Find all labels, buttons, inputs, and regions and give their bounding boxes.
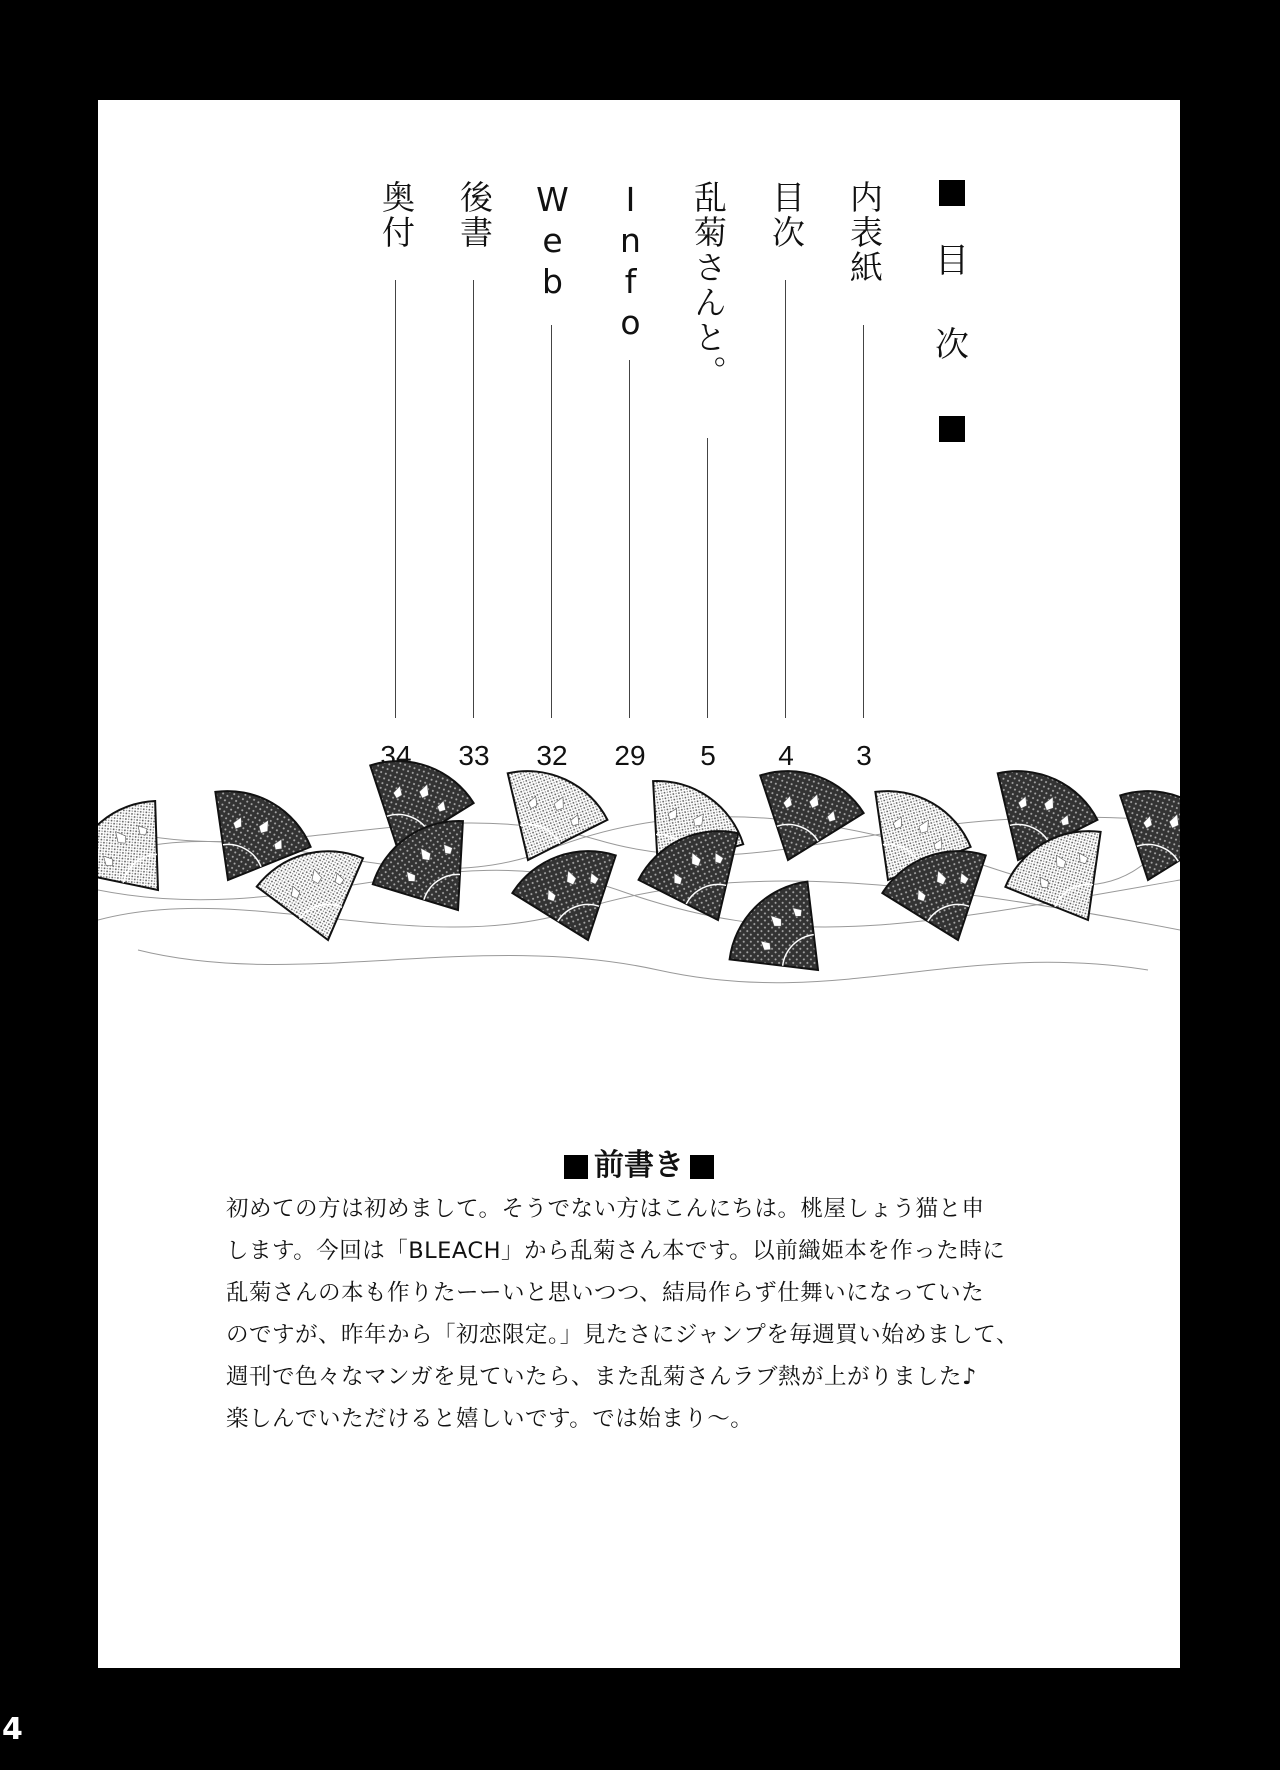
toc-entry-title: Web: [533, 180, 572, 303]
foreword-line: 乱菊さんの本も作りたーーいと思いつつ、結局作らず仕舞いになっていた: [226, 1280, 985, 1306]
foreword-body: [226, 1188, 1056, 1440]
toc-entry-page: 4: [778, 740, 794, 771]
toc-leader-line: [707, 438, 708, 718]
foreword-title-text: 前書き: [594, 1148, 684, 1183]
toc-heading: [922, 180, 982, 442]
toc-entry-title: 乱菊さんと。: [689, 180, 728, 390]
foreword-line: のですが、昨年から「初恋限定。」見たさにジャンプを毎週買い始めまして、: [226, 1322, 1019, 1348]
toc-entry-title: 後書: [455, 180, 494, 250]
toc-entry-page: 3: [856, 740, 872, 771]
toc-entry-page: 33: [458, 740, 490, 771]
toc-entry-colophon: [366, 180, 426, 780]
toc-leader-line: [863, 325, 864, 718]
toc-entry-title: 奥付: [377, 180, 416, 250]
heading-square-top: [939, 180, 965, 206]
toc-entry-contents: [756, 180, 816, 780]
heading-char-2: 次: [935, 325, 969, 365]
toc-leader-line: [551, 325, 552, 718]
toc-entry-title: Info: [611, 180, 650, 344]
toc-entry-title: 目次: [767, 180, 806, 250]
toc-entry-web: [522, 180, 582, 780]
title-square-right: [690, 1155, 714, 1179]
toc-leader-line: [473, 280, 474, 718]
toc-entry-story: [678, 180, 738, 780]
foreword-line: 初めての方は初めまして。そうでない方はこんにちは。桃屋しょう猫と申: [226, 1196, 985, 1222]
document-page: [98, 100, 1180, 1668]
foreword-title: [98, 1140, 1180, 1184]
toc-leader-line: [785, 280, 786, 718]
toc-entry-info: [600, 180, 660, 780]
heading-char-1: 目: [935, 241, 969, 281]
page-number: 4: [2, 1712, 23, 1747]
toc-entry-title: 内表紙: [845, 180, 884, 285]
foreword-line: 週刊で色々なマンガを見ていたら、また乱菊さんラブ熱が上がりました♪: [226, 1364, 977, 1390]
toc-leader-line: [629, 360, 630, 718]
title-square-left: [564, 1155, 588, 1179]
toc-entry-page: 5: [700, 740, 716, 771]
foreword-line: します。今回は「BLEACH」から乱菊さん本です。以前織姫本を作った時に: [226, 1238, 1006, 1264]
heading-square-bottom: [939, 416, 965, 442]
toc-leader-line: [395, 280, 396, 718]
folding-fan-border-illustration: [98, 740, 1180, 1070]
toc-entry-page: 32: [536, 740, 568, 771]
toc-entry-afterword: [444, 180, 504, 780]
toc-entry-cover: [834, 180, 894, 780]
foreword-line: 楽しんでいただけると嬉しいです。では始まり～。: [226, 1406, 754, 1432]
toc-entry-page: 34: [380, 740, 412, 771]
toc-entry-page: 29: [614, 740, 646, 771]
